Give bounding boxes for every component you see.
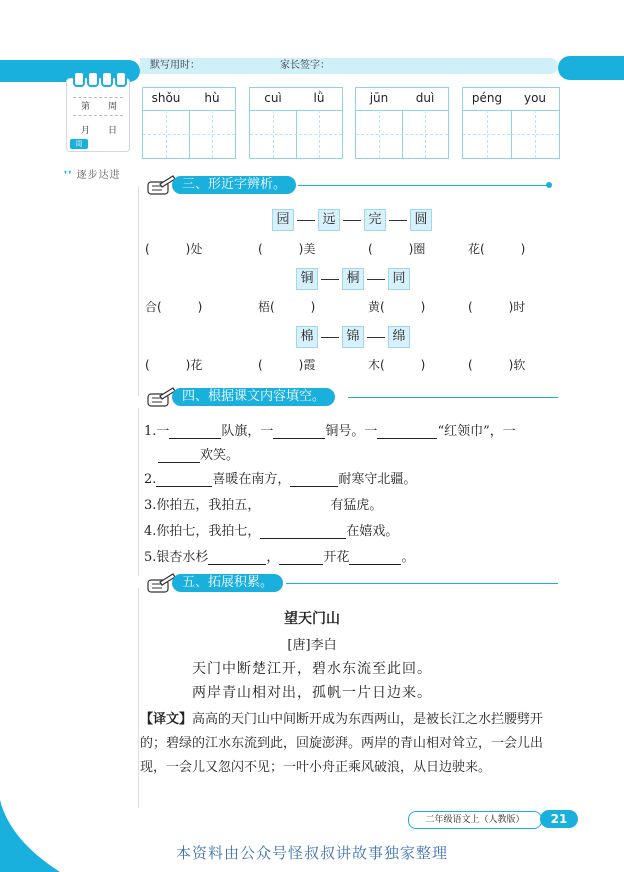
char-chain-1 xyxy=(272,209,432,231)
poem-line: 两岸青山相对出，孤帆一片日边来。 xyxy=(192,685,432,701)
pinyin-box-4[interactable] xyxy=(462,87,560,159)
char-box: 完 xyxy=(364,209,386,231)
pinyin-syllable: cuì xyxy=(264,91,282,105)
question-text: 喜暖在南方， xyxy=(212,472,291,487)
char-box: 同 xyxy=(388,268,410,290)
char-box: 圆 xyxy=(410,209,432,231)
answer-blank[interactable] xyxy=(279,550,323,565)
question-1-line-1 xyxy=(144,420,516,439)
section-rule-dot xyxy=(546,182,552,188)
question-2 xyxy=(144,468,416,487)
question-text: 2. xyxy=(144,472,157,487)
pinyin-box-3[interactable] xyxy=(355,87,449,159)
question-text: 。 xyxy=(401,550,415,565)
header-right-tab xyxy=(558,56,624,80)
fill-item[interactable]: ( )霞 xyxy=(258,358,316,372)
answer-blank[interactable] xyxy=(349,550,401,565)
section-5-title: 五、拓展积累。 xyxy=(172,574,283,592)
footprint-icon: ❜❜ xyxy=(64,170,73,181)
calendar-date-label: 月 日 xyxy=(81,126,118,136)
watermark-text: 本资料由公众号怪叔叔讲故事独家整理 xyxy=(175,844,448,862)
section-5-header xyxy=(138,572,558,594)
char-box: 远 xyxy=(318,209,340,231)
answer-blank[interactable] xyxy=(208,550,266,565)
fill-item[interactable]: ( )圈 xyxy=(368,242,426,256)
fill-item[interactable]: 梧( ) xyxy=(258,300,316,314)
question-text: “红领巾”，一 xyxy=(437,424,516,439)
char-box: 园 xyxy=(272,209,294,231)
step-text-label: 逐步达进 xyxy=(76,170,121,181)
pinyin-header xyxy=(143,88,235,111)
fill-item[interactable]: ( )软 xyxy=(468,358,526,372)
section-rule xyxy=(286,583,558,584)
calendar-card xyxy=(66,78,130,152)
calendar-divider xyxy=(73,115,123,116)
fill-item[interactable]: ( )花 xyxy=(145,358,203,372)
calendar-ring-icon xyxy=(101,71,113,87)
dictation-time-label: 默写用时： xyxy=(150,60,200,71)
section-rule xyxy=(348,397,558,398)
answer-blank[interactable] xyxy=(260,498,330,513)
pinyin-syllable: péng xyxy=(471,91,503,105)
char-box: 绵 xyxy=(388,326,410,348)
calendar-divider xyxy=(73,97,123,98)
question-text: 队旗，一 xyxy=(221,424,274,439)
question-text: 4.你拍七，我拍七， xyxy=(144,524,261,539)
char-box: 锦 xyxy=(342,326,364,348)
fill-item[interactable]: ( )处 xyxy=(145,242,203,256)
answer-blank[interactable] xyxy=(377,424,437,439)
question-text: 欢笑。 xyxy=(200,448,240,463)
poem-author: [唐]李白 xyxy=(287,638,337,653)
page-number: 21 xyxy=(540,810,578,828)
poem-line: 天门中断楚江开，碧水东流至此回。 xyxy=(192,661,432,677)
question-text: 1.一 xyxy=(144,424,170,439)
pinyin-syllable: you xyxy=(523,91,547,105)
question-1-line-2 xyxy=(158,444,239,463)
question-5 xyxy=(144,546,414,565)
calendar-ring-icon xyxy=(73,71,85,87)
section-rule xyxy=(298,185,546,186)
fill-item[interactable]: ( )美 xyxy=(258,242,316,256)
pinyin-syllable: hù xyxy=(204,91,220,105)
char-chain-3 xyxy=(296,326,410,348)
header-strip xyxy=(140,58,558,74)
pinyin-header xyxy=(463,88,559,111)
section-3-header xyxy=(138,174,558,196)
char-box: 棉 xyxy=(296,326,318,348)
section-4-header xyxy=(138,386,558,408)
calendar-week-label: 第 周 xyxy=(81,102,118,112)
step-text xyxy=(64,166,121,181)
pinyin-header xyxy=(356,88,448,111)
question-text: 开花 xyxy=(323,550,350,565)
pinyin-syllable: lǜ xyxy=(313,91,325,105)
section-guide-line xyxy=(138,186,139,396)
pinyin-syllable: duì xyxy=(415,91,435,105)
section-3-title: 三、形近字辨析。 xyxy=(172,176,296,194)
char-chain-2 xyxy=(296,268,410,290)
fill-item[interactable]: ( )时 xyxy=(468,300,526,314)
fill-item[interactable]: 木( ) xyxy=(368,358,426,372)
fill-item[interactable]: 合( ) xyxy=(145,300,203,314)
question-text: ， xyxy=(266,550,280,565)
answer-blank[interactable] xyxy=(169,424,221,439)
poem-title: 望天门山 xyxy=(284,611,340,627)
question-3 xyxy=(144,494,382,513)
calendar-badge: 周 xyxy=(70,139,88,149)
translation-label: 【译文】 xyxy=(140,712,193,727)
pinyin-syllable: jūn xyxy=(369,91,389,105)
question-4 xyxy=(144,520,398,539)
question-text: 有猛虎。 xyxy=(330,498,383,513)
calendar-ring-icon xyxy=(115,71,127,87)
char-box: 铜 xyxy=(296,268,318,290)
question-text: 在嬉戏。 xyxy=(346,524,399,539)
char-box: 桐 xyxy=(342,268,364,290)
fill-item[interactable]: 花( ) xyxy=(468,242,526,256)
pinyin-box-1[interactable] xyxy=(142,87,236,159)
calendar-ring-icon xyxy=(87,71,99,87)
parent-signature-label: 家长签字： xyxy=(280,60,330,71)
question-text: 铜号。一 xyxy=(325,424,378,439)
answer-blank[interactable] xyxy=(158,448,200,463)
section-4-title: 四、根据课文内容填空。 xyxy=(172,388,335,406)
pinyin-syllable: shǒu xyxy=(151,91,181,105)
poem-translation xyxy=(140,708,562,780)
translation-text: 高高的天门山中间断开成为东西两山，是被长江之水拦腰劈开的；碧绿的江水东流到此，回旋澎湃。两岸的青山相对耸立，一会儿出现，一会儿又忽闪不见；一叶小舟正乘风破浪，从日边驶来。 xyxy=(140,712,544,775)
question-text: 3.你拍五，我拍五， xyxy=(144,498,261,513)
answer-blank[interactable] xyxy=(273,424,325,439)
section-guide-line xyxy=(138,408,139,576)
pinyin-box-2[interactable] xyxy=(249,87,343,159)
pinyin-header xyxy=(250,88,342,111)
fill-item[interactable]: 黄( ) xyxy=(368,300,426,314)
answer-blank[interactable] xyxy=(260,524,346,539)
answer-blank[interactable] xyxy=(290,472,338,487)
book-label: 二年级语文上（人教版） xyxy=(408,811,542,829)
question-text: 5.银杏水杉 xyxy=(144,550,209,565)
answer-blank[interactable] xyxy=(156,472,212,487)
question-text: 耐寒守北疆。 xyxy=(338,472,417,487)
